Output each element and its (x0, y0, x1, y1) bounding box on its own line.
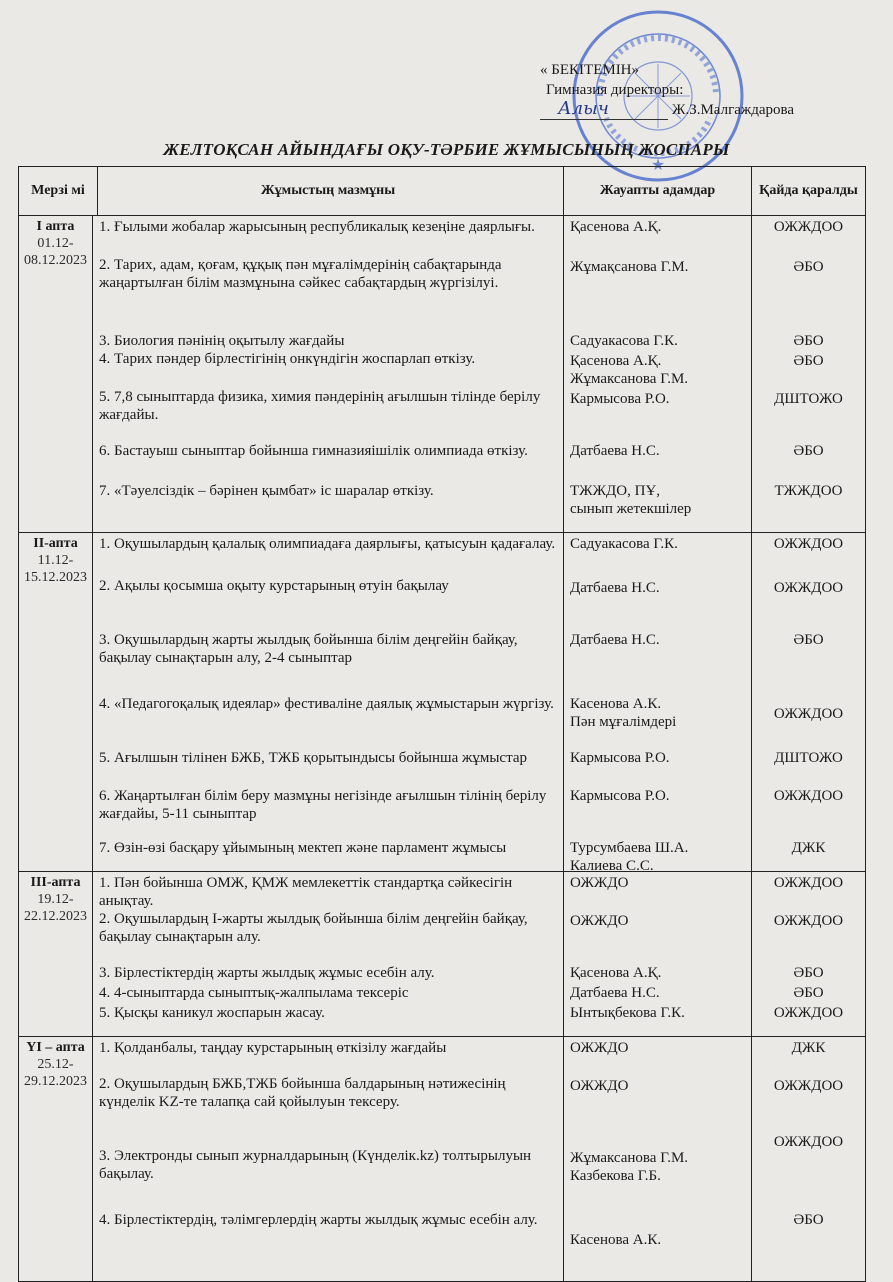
task-item: 1. Пән бойынша ОМЖ, ҚМЖ мемлекеттік стандартқа сәйкесігін анықтау. (99, 875, 513, 909)
responsible-item: Кармысова Р.О. (570, 788, 670, 804)
place-item: ДЖК (791, 1040, 826, 1056)
responsible-item: Касенова А.К. (570, 1232, 662, 1248)
week-block (19, 216, 865, 533)
responsible-item: ТЖЖДО, ПҰ, сынып жетекшілер (570, 483, 692, 517)
responsible-item: Касенова А.К. Пән мұғалімдері (570, 696, 677, 730)
place-item: ОЖЖДОО (773, 580, 844, 596)
place-column (752, 533, 865, 871)
responsible-column (564, 872, 752, 1036)
task-item: 3. Бірлестіктердің жарты жылдық жұмыс есебін алу. (99, 965, 435, 981)
task-item: 5. Ағылшын тілінен БЖБ, ТЖБ қорытындысы бойынша жұмыстар (99, 750, 527, 766)
week-label: І апта (36, 219, 75, 234)
responsible-item: ОЖЖДО (570, 1040, 629, 1056)
place-item: ОЖЖДОО (773, 913, 844, 929)
task-item: 2. Ақылы қосымша оқыту курстарының өтуін бақылау (99, 578, 449, 594)
week-term-cell (19, 216, 93, 532)
task-column (93, 872, 564, 1036)
responsible-column (564, 216, 752, 532)
responsible-item: Ынтықбекова Г.К. (570, 1005, 685, 1021)
task-item: 4. «Педагогоқалық идеялар» фестиваліне даялық жұмыстарын жүргізу. (99, 696, 554, 712)
week-term-cell (19, 872, 93, 1036)
place-item: ДШТОЖО (774, 391, 843, 407)
responsible-item: ОЖЖДО (570, 875, 629, 891)
place-item: ОЖЖДОО (773, 1005, 844, 1021)
responsible-item: Жұмаксанова Г.М. Казбекова Г.Б. (570, 1150, 689, 1184)
task-item: 1. Қолданбалы, таңдау курстарының өткізілу жағдайы (99, 1040, 447, 1056)
task-column (93, 1037, 564, 1281)
place-item: ӘБО (793, 985, 824, 1001)
week-term-cell (19, 533, 93, 871)
responsible-item: Датбаева Н.С. (570, 443, 660, 459)
header-term: Мерзі мі (19, 167, 98, 215)
task-item: 6. Бастауыш сыныптар бойынша гимназияішілік олимпиада өткізу. (99, 443, 528, 459)
week-block (19, 1037, 865, 1281)
responsible-item: ОЖЖДО (570, 913, 629, 929)
task-item: 1. Оқушылардың қалалық олимпиадаға даярлығы, қатысуын қадағалау. (99, 536, 556, 552)
plan-table (18, 166, 866, 1282)
place-item: ОЖЖДОО (773, 788, 844, 804)
task-column (93, 216, 564, 532)
place-item: ӘБО (793, 353, 824, 369)
place-item: ОЖЖДОО (773, 1078, 844, 1094)
task-item: 2. Оқушылардың І-жарты жылдық бойынша білім деңгейін байқау, бақылау сынақтарын алу. (99, 911, 528, 945)
week-block (19, 872, 865, 1037)
responsible-item: Датбаева Н.С. (570, 580, 660, 596)
task-item: 2. Тарих, адам, қоғам, құқық пән мұғалімдерінің сабақтарында жаңартылған білім мазмұнына сәйкес сабақтардың жүргізілуі. (99, 257, 502, 291)
place-item: ОЖЖДОО (773, 536, 844, 552)
week-dates: 11.12-15.12.2023 (24, 553, 87, 585)
responsible-item: Датбаева Н.С. (570, 632, 660, 648)
place-item: ӘБО (793, 333, 824, 349)
approval-heading: « БЕКІТЕМІН» (540, 62, 640, 78)
task-item: 1. Ғылыми жобалар жарысының республикалық кезеңіне даярлығы. (99, 219, 535, 235)
svg-text:★: ★ (650, 157, 666, 174)
place-item: ОЖЖДОО (773, 706, 844, 722)
header-place: Қайда қаралды (759, 183, 858, 198)
place-item: ОЖЖДОО (773, 875, 844, 891)
task-item: 3. Оқушылардың жарты жылдық бойынша білім деңгейін байқау, бақылау сынақтарын алу, 2-4 сыныптар (99, 632, 518, 666)
task-item: 3. Биология пәнінің оқытылу жағдайы (99, 333, 345, 349)
responsible-column (564, 533, 752, 874)
task-item: 7. Өзін-өзі басқару ұйымының мектеп және парламент жұмысы (99, 840, 507, 856)
approval-block (540, 60, 794, 120)
responsible-item: Садуакасова Г.К. (570, 333, 678, 349)
responsible-item: Қасенова А.Қ. Жұмаксанова Г.М. (570, 353, 689, 387)
responsible-item: Кармысова Р.О. (570, 750, 670, 766)
signature-line (540, 98, 668, 120)
responsible-item: Қасенова А.Қ. (570, 219, 662, 235)
week-term-cell (19, 1037, 93, 1281)
place-item: ӘБО (793, 443, 824, 459)
header-responsible: Жауапты адамдар (564, 167, 752, 215)
place-item: ӘБО (793, 632, 824, 648)
director-signature: Алыч (558, 98, 609, 119)
task-item: 5. Қысқы каникул жоспарын жасау. (99, 1005, 325, 1021)
responsible-item: Қасенова А.Қ. (570, 965, 662, 981)
place-item: ӘБО (793, 1212, 824, 1228)
place-column (752, 1037, 865, 1281)
responsible-item: Кармысова Р.О. (570, 391, 670, 407)
responsible-column (564, 1037, 752, 1281)
responsible-item: ОЖЖДО (570, 1078, 629, 1094)
week-label: YI – апта (26, 1040, 85, 1055)
task-item: 6. Жаңартылған білім беру мазмұны негізінде ағылшын тілінің берілу жағдайы, 5-11 сыныптар (99, 788, 547, 822)
week-label: ІІ-апта (33, 536, 78, 551)
task-item: 7. «Тәуелсіздік – бәрінен қымбат» іс шаралар өткізу. (99, 483, 434, 499)
place-item: ТЖЖДОО (774, 483, 843, 499)
week-dates: 25.12-29.12.2023 (24, 1057, 87, 1089)
task-item: 4. 4-сыныптарда сыныптық-жалпылама тексеріс (99, 985, 409, 1001)
place-item: ОЖЖДОО (773, 219, 844, 235)
task-item: 2. Оқушылардың БЖБ,ТЖБ бойынша балдарының нәтижесінің күнделік KZ-те талапқа сай қойылуын тексеру. (99, 1076, 506, 1110)
table-header (19, 167, 865, 216)
place-item: ДЖК (791, 840, 826, 856)
task-item: 3. Электронды сынып журналдарының (Күнделік.kz) толтырылуын бақылау. (99, 1148, 532, 1182)
place-item: ОЖЖДОО (773, 1134, 844, 1150)
place-item: ӘБО (793, 965, 824, 981)
responsible-item: Турсумбаева Ш.А. Калиева С.С. (570, 840, 689, 874)
approval-position: Гимназия директоры: (546, 82, 684, 98)
task-item: 4. Бірлестіктердің, тәлімгерлердің жарты жылдық жұмыс есебін алу. (99, 1212, 538, 1228)
document-title: ЖЕЛТОҚСАН АЙЫНДАҒЫ ОҚУ-ТӘРБИЕ ЖҰМЫСЫНЫҢ ЖОСПАРЫ (163, 140, 730, 159)
responsible-item: Жұмақсанова Г.М. (570, 259, 689, 275)
responsible-item: Садуакасова Г.К. (570, 536, 678, 552)
week-block (19, 533, 865, 872)
header-content: Жұмыстың мазмұны (93, 167, 564, 215)
director-name: Ж.З.Малгаждарова (672, 102, 795, 118)
week-dates: 19.12-22.12.2023 (24, 892, 87, 924)
task-column (93, 533, 564, 871)
place-item: ДШТОЖО (774, 750, 843, 766)
place-item: ӘБО (793, 259, 824, 275)
week-label: ІІІ-апта (30, 875, 81, 890)
place-column (752, 872, 865, 1036)
task-item: 5. 7,8 сыныптарда физика, химия пәндерінің ағылшын тілінде берілу жағдайы. (99, 389, 541, 423)
place-column (752, 216, 865, 532)
week-dates: 01.12-08.12.2023 (24, 236, 87, 268)
task-item: 4. Тарих пәндер бірлестігінің онкүндігін жоспарлап өткізу. (99, 351, 476, 367)
responsible-item: Датбаева Н.С. (570, 985, 660, 1001)
